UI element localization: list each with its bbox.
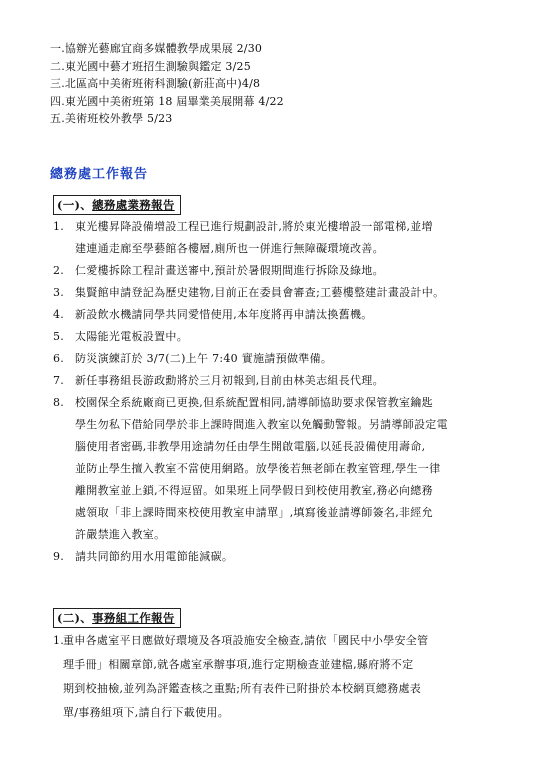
item-text-line: 太陽能光電板設置中。	[75, 330, 188, 343]
list-item	[53, 282, 503, 304]
item-text-line: 仁愛樓拆除工程計畫送審中,預計於暑假期間進行拆除及綠地。	[75, 264, 384, 277]
list-item	[53, 629, 503, 725]
list-item	[53, 326, 503, 348]
event-item: 一.協辦光藝廊宜商多媒體教學成果展 2/30	[50, 42, 263, 55]
list-item	[53, 370, 503, 392]
item-text-line: 理手冊」相關章節,就各處室承辦事項,進行定期檢查並建檔,縣府將不定	[63, 658, 414, 671]
item-text-line: 集賢館申請登記為歷史建物,目前正在委員會審查;工藝樓整建計畫設計中。	[75, 286, 445, 299]
list-item	[53, 546, 503, 568]
general-affairs-list	[53, 216, 503, 568]
list-item	[53, 392, 503, 546]
item-text-line: 單/事務組項下,請自行下載使用。	[63, 706, 230, 719]
item-text-line: 期到校抽檢,並列為評鑑查核之重點;所有表件已附掛於本校網頁總務處表	[63, 682, 422, 695]
subsection-prefix: (一)、	[57, 198, 93, 212]
subsection-heading-affairs-section	[53, 608, 181, 628]
item-number: 8.	[53, 396, 65, 409]
item-text-line: 離開教室並上鎖,不得逗留。如果班上同學假日到校使用教室,務必向總務	[75, 484, 433, 497]
item-text-line: 學生勿私下借給同學於非上課時間進入教室以免觸動警報。另請導師設定電	[75, 418, 448, 431]
subsection-title: 總務處業務報告	[92, 198, 175, 212]
item-text-line: 腦使用者密碼,非教學用途請勿任由學生開啟電腦,以延長設備使用壽命,	[75, 440, 426, 453]
affairs-section-list	[53, 629, 503, 725]
item-text-line: 重申各處室平日應做好環境及各項設施安全檢查,請依「國民中小學安全管	[63, 634, 429, 647]
list-item	[53, 216, 503, 260]
item-number: 5.	[53, 330, 65, 343]
item-text-line: 建連通走廊至學藝館各樓層,廁所也一併進行無障礙環境改善。	[75, 242, 384, 255]
item-text-line: 並防止學生擅入教室不當使用網路。放學後若無老師在教室管理,學生一律	[75, 462, 441, 475]
item-text-line: 處領取「非上課時間來校使用教室申請單」,填寫後並請導師簽名,非經允	[75, 506, 433, 519]
item-text-line: 東光樓昇降設備增設工程已進行規劃設計,將於東光樓增設一部電梯,並增	[75, 220, 433, 233]
item-number: 4.	[53, 308, 65, 321]
item-number: 3.	[53, 286, 65, 299]
item-number: 9.	[53, 550, 65, 563]
item-number: 7.	[53, 374, 65, 387]
item-number: 1.	[53, 634, 65, 647]
subsection-title: 事務組工作報告	[92, 611, 175, 625]
event-item: 三.北區高中美術班術科測驗(新莊高中)4/8	[50, 77, 261, 90]
subsection-prefix: (二)、	[57, 611, 93, 625]
section-title: 總務處工作報告	[50, 167, 149, 182]
item-text-line: 新任事務組長游政勳將於三月初報到,目前由林美志組長代理。	[75, 374, 384, 387]
event-item: 二.東光國中藝才班招生測驗與鑑定 3/25	[50, 59, 251, 73]
item-number: 1.	[53, 220, 65, 233]
event-item: 五.美術班校外教學 5/23	[50, 112, 173, 125]
list-item	[53, 304, 503, 326]
item-text-line: 許嚴禁進入教室。	[75, 528, 166, 541]
item-text-line: 請共同節約用水用電節能減碳。	[75, 550, 234, 563]
item-text-line: 新設飲水機請同學共同愛惜使用,本年度將再申請汰換舊機。	[75, 308, 373, 321]
list-item	[53, 260, 503, 282]
list-item	[53, 348, 503, 370]
event-list	[50, 40, 284, 128]
event-item: 四.東光國中美術班第 18 屆畢業美展開幕 4/22	[50, 94, 284, 108]
item-text-line: 防災演練訂於 3/7(二)上午 7:40 實施請預做準備。	[75, 352, 333, 365]
item-text-line: 校園保全系統廠商已更換,但系統配置相同,請導師協助要求保管教室鑰匙	[75, 396, 433, 409]
item-number: 6.	[53, 352, 65, 365]
subsection-heading-general-affairs	[53, 195, 181, 215]
item-number: 2.	[53, 264, 65, 277]
